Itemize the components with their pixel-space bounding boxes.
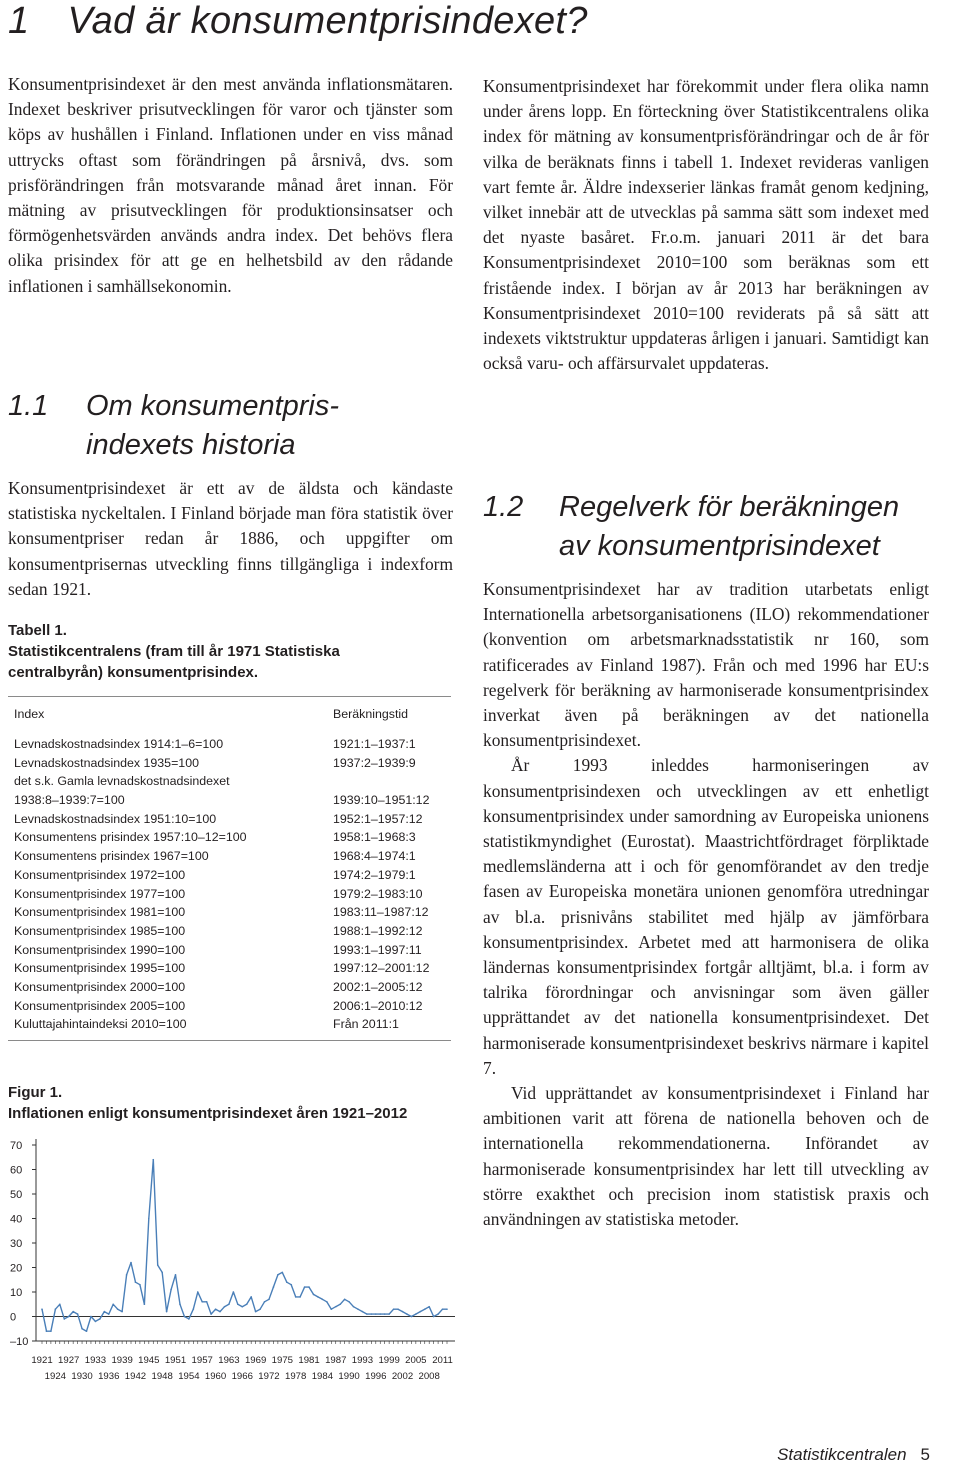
data-point [157, 1264, 159, 1266]
data-point [290, 1284, 292, 1286]
section-number: 1.2 [483, 491, 524, 523]
x-tick-label: 1966 [231, 1371, 253, 1382]
data-point [139, 1284, 141, 1286]
table-row [8, 847, 451, 866]
x-tick-label: 1969 [244, 1355, 267, 1366]
data-point [166, 1311, 168, 1313]
y-tick-label: 0 [10, 1311, 17, 1324]
data-point [322, 1299, 324, 1301]
col-header-period: Beräkningstid [333, 707, 409, 721]
data-point [90, 1316, 92, 1318]
table-row [8, 828, 451, 847]
x-tick-label: 1942 [124, 1371, 147, 1382]
y-tick-label: 70 [10, 1140, 23, 1152]
data-point [313, 1294, 315, 1296]
data-point [50, 1330, 52, 1332]
x-tick-label: 1921 [31, 1355, 53, 1366]
calculation-period: 2006:1–2010:12 [333, 998, 423, 1013]
calculation-period: 1968:4–1974:1 [333, 849, 416, 864]
data-point [224, 1306, 226, 1308]
x-tick-label: 1927 [58, 1355, 80, 1366]
data-point [201, 1301, 203, 1303]
index-table [8, 696, 451, 1041]
x-tick-label: 1972 [258, 1371, 280, 1382]
paragraph-harmonisering: År 1993 inleddes harmoniseringen av konsumentprisindexen och utvecklingen av ett enhetligt konsumentprisindex under samordning av Europeiska unionens statistikmyndighet (Eurostat). Maastrichtfördraget förpliktade medlemsländerna att i och för genomförandet av den tredje fasen av Europeiska monetära unionen genomföra utredningar av bl.a. prisnivåns stabilitet med hjälp av jämförbara konsumentprisindex. Arbetet med att harmonisera de olika ländernas konsumentprisindex fortgår alltjämt, bl.a. i form av talrika förordningar och anvisningar som även gäller upprättandet av det nationella konsumentprisindexet. Det harmoniserade konsumentprisindexet beskrivs närmare i kapitel 7. [483, 755, 929, 1078]
section-title-line2: av konsumentprisindexet [559, 530, 880, 562]
calculation-period: 1983:11–1987:12 [333, 905, 429, 920]
data-point [268, 1299, 270, 1301]
data-point [259, 1308, 261, 1310]
data-point [135, 1281, 137, 1283]
data-point [344, 1299, 346, 1301]
x-tick-label: 1933 [84, 1355, 107, 1366]
table-row [8, 885, 451, 904]
figure-title: Inflationen enligt konsumentprisindexet åren 1921–2012 [8, 1105, 408, 1122]
index-name: 1938:8–1939:7=100 [14, 793, 125, 808]
data-point [362, 1311, 364, 1313]
x-tick-label: 1945 [138, 1355, 160, 1366]
table-row [8, 997, 451, 1016]
data-point [277, 1274, 279, 1276]
data-point [384, 1313, 386, 1315]
data-point [357, 1308, 359, 1310]
data-point [108, 1313, 110, 1315]
data-point [286, 1281, 288, 1283]
data-point [335, 1306, 337, 1308]
section-title-line1: Regelverk för beräkningen [559, 491, 900, 523]
data-point [46, 1330, 48, 1332]
table-row [8, 903, 451, 922]
data-point [215, 1308, 217, 1310]
data-point [197, 1291, 199, 1293]
data-point [304, 1286, 306, 1288]
calculation-period: 1958:1–1968:3 [333, 830, 416, 845]
index-name: Konsumentprisindex 1972=100 [14, 867, 186, 882]
calculation-period: 2002:1–2005:12 [333, 979, 423, 994]
x-tick-label: 2002 [391, 1371, 414, 1382]
x-tick-label: 1975 [271, 1355, 294, 1366]
x-tick-label: 1960 [204, 1371, 227, 1382]
data-point [397, 1308, 399, 1310]
table-row [8, 772, 451, 791]
index-name: Konsumentprisindex 1995=100 [14, 961, 186, 976]
page-number: 5 [920, 1445, 930, 1464]
calculation-period: 1993:1–1997:11 [333, 942, 422, 957]
data-point [411, 1316, 413, 1318]
col-header-index: Index [14, 707, 45, 721]
table-row [8, 866, 451, 885]
y-tick-label: 40 [10, 1213, 23, 1226]
data-point [424, 1308, 426, 1310]
data-point [250, 1296, 252, 1298]
publisher-name: Statistikcentralen [777, 1445, 907, 1464]
table-row [8, 922, 451, 941]
table-row [8, 754, 451, 773]
data-point [228, 1303, 230, 1305]
index-name: Konsumentens prisindex 1957:10–12=100 [14, 830, 247, 845]
section-1-1-heading [8, 387, 453, 467]
data-point [148, 1218, 150, 1220]
data-point [446, 1308, 448, 1310]
inflation-chart [0, 1130, 470, 1385]
data-point [255, 1311, 257, 1313]
table-row [8, 1015, 451, 1034]
table-row [8, 959, 451, 978]
x-tick-label: 2008 [418, 1371, 440, 1382]
data-point [175, 1274, 177, 1276]
index-name: Levnadskostnadsindex 1935=100 [14, 755, 199, 770]
x-tick-label: 1996 [365, 1371, 387, 1382]
calculation-period: 1988:1–1992:12 [333, 923, 423, 938]
data-point [330, 1308, 332, 1310]
table-row [8, 941, 451, 960]
data-point [55, 1308, 57, 1310]
data-point [428, 1306, 430, 1308]
data-point [295, 1296, 297, 1298]
x-tick-label: 1993 [351, 1355, 374, 1366]
data-point [241, 1306, 243, 1308]
data-point [112, 1303, 114, 1305]
x-tick-label: 1963 [218, 1355, 240, 1366]
y-tick-label: –10 [10, 1336, 29, 1348]
y-tick-label: 60 [10, 1164, 23, 1177]
paragraph-finland: Vid upprättandet av konsumentprisindexet i Finland har ambitionen varit att förena de nationella behoven och de internationella rekommendationerna. Införandet av harmoniserade konsumentprisindex har lett till utveckling av större exakthet och precision inom statistisk praxis och användningen av statistiska metoder. [483, 1083, 929, 1230]
data-point [419, 1311, 421, 1313]
calculation-period: 1937:2–1939:9 [333, 755, 416, 770]
section-title-line1: Om konsumentpris- [86, 390, 340, 422]
names-paragraph: Konsumentprisindexet har förekommit under flera olika namn under årens lopp. En förteckning över Statistikcentralens olika index för mätning av konsumentprisförändringar och de år för vilka de beräknats finns i tabell 1. Indexet revideras vanligen vart femte år. Äldre indexserier länkas framåt genom kedjning, vilket innebär att de utvecklas på samma sätt som indexet med det nyaste basåret. Fr.o.m. januari 2011 är det bara Konsumentprisindexet 2010=100 som beräknas som ett fristående index. I början av år 2013 har beräkningen av Konsumentprisindexet 2010=100 reviderats på så sätt att indexets viktstruktur uppdateras årligen i januari. Samtidigt kan också varu- och affärsurvalet uppdateras. [483, 76, 929, 374]
y-tick-label: 50 [10, 1189, 23, 1201]
x-tick-label: 1957 [191, 1355, 213, 1366]
chapter-title: Vad är konsumentprisindexet? [67, 0, 588, 42]
data-point [59, 1303, 61, 1305]
data-point [63, 1318, 65, 1320]
data-point [339, 1303, 341, 1305]
intro-paragraph: Konsumentprisindexet är den mest använda inflationsmätaren. Indexet beskriver prisutvecklingen för varor och tjänster som köps av hushållen i Finland. Inflationen under en viss månad uttrycks oftast som förändringen på årsnivå, dvs. som prisförändringen från motsvarande månad året innan. För mätning av prisutvecklingen för produktionsinsatser och förmögenhetsvärden används andra index. Det behövs flera olika prisindex för att ge en helhetsbild av den rådande inflationen i samhällsekonomin. [8, 74, 453, 296]
calculation-period: 1952:1–1957:12 [333, 811, 423, 826]
x-tick-label: 1954 [178, 1371, 200, 1382]
data-point [126, 1274, 128, 1276]
table-body [8, 735, 451, 1040]
data-point [237, 1303, 239, 1305]
table-row [8, 791, 451, 810]
calculation-period: 1921:1–1937:1 [333, 737, 416, 751]
data-point [210, 1313, 212, 1315]
data-point [95, 1321, 97, 1323]
data-point [375, 1313, 377, 1315]
table-title-line2: centralbyrån) konsumentprisindex. [8, 664, 259, 681]
data-point [233, 1291, 235, 1293]
data-point [282, 1272, 284, 1274]
section-1-2-heading [483, 488, 929, 568]
index-name: Konsumentens prisindex 1967=100 [14, 849, 209, 864]
index-name: Konsumentprisindex 1990=100 [14, 942, 186, 957]
data-point [179, 1303, 181, 1305]
section-number: 1.1 [8, 390, 49, 422]
section-title-line2: indexets historia [86, 429, 296, 461]
calculation-period: 1997:12–2001:12 [333, 961, 430, 976]
x-tick-label: 1984 [311, 1371, 334, 1382]
calculation-period: 1939:10–1951:12 [333, 793, 430, 808]
x-tick-label: 1990 [338, 1371, 360, 1382]
index-name: det s.k. Gamla levnadskostnadsindexet [14, 774, 230, 789]
x-tick-label: 1999 [378, 1355, 400, 1366]
x-tick-label: 2005 [405, 1355, 427, 1366]
x-tick-label: 1951 [164, 1355, 187, 1366]
x-tick-label: 1987 [325, 1355, 347, 1366]
table-row [8, 978, 451, 997]
data-point [152, 1159, 154, 1161]
data-point [188, 1318, 190, 1320]
index-name: Konsumentprisindex 2000=100 [14, 979, 186, 994]
data-point [353, 1306, 355, 1308]
data-point [348, 1301, 350, 1303]
history-paragraph: Konsumentprisindexet är ett av de äldsta och kändaste statistiska nyckeltalen. I Finland började man föra statistik över konsumentpriser redan år 1886, och uppgifter om konsumentprisernas utveckling finns tillgängliga i indexform sedan 1921. [8, 478, 453, 599]
data-point [72, 1311, 74, 1313]
figure-caption [8, 1082, 453, 1124]
data-point [366, 1313, 368, 1315]
y-tick-label: 20 [10, 1262, 23, 1275]
data-point [326, 1301, 328, 1303]
data-point [193, 1308, 195, 1310]
data-point [299, 1296, 301, 1298]
index-name: Kuluttajahintaindeksi 2010=100 [14, 1017, 187, 1032]
paragraph-ilo: Konsumentprisindexet har av tradition utarbetats enligt Internationella arbetsorganisationens (ILO) rekommendationer (konvention om arbetsmarknadsstatistik nr 160, som ratificerades av Finland 1987). Från och med 1996 har EU:s regelverk för beräkning av harmoniserade konsumentprisindex inverkat även på beräkningen av det nationella konsumentprisindexet. [483, 579, 929, 751]
calculation-period: 1974:2–1979:1 [333, 867, 416, 882]
data-point [246, 1303, 248, 1305]
index-name: Levnadskostnadsindex 1914:1–6=100 [14, 737, 224, 751]
regelverk-text [483, 577, 929, 1232]
table-label: Tabell 1. [8, 622, 67, 639]
data-point [437, 1313, 439, 1315]
calculation-period: Från 2011:1 [333, 1017, 399, 1032]
x-tick-label: 1939 [111, 1355, 133, 1366]
data-point [144, 1303, 146, 1305]
data-point [393, 1308, 395, 1310]
data-point [442, 1308, 444, 1310]
inflation-series-line [42, 1160, 447, 1332]
data-point [219, 1311, 221, 1313]
y-tick-label: 10 [10, 1287, 23, 1299]
data-point [41, 1308, 43, 1310]
data-point [68, 1316, 70, 1318]
data-point [308, 1286, 310, 1288]
data-point [161, 1272, 163, 1274]
data-point [77, 1313, 79, 1315]
table-caption [8, 620, 453, 683]
y-tick-label: 30 [10, 1238, 23, 1250]
x-tick-label: 1978 [285, 1371, 307, 1382]
data-point [86, 1330, 88, 1332]
index-name: Konsumentprisindex 1977=100 [14, 886, 186, 901]
calculation-period: 1979:2–1983:10 [333, 886, 423, 901]
table-row [8, 735, 451, 754]
table-row [8, 810, 451, 829]
data-point [81, 1328, 83, 1330]
table-title-line1: Statistikcentralens (fram till år 1971 Statistiska [8, 643, 340, 660]
index-name: Konsumentprisindex 1985=100 [14, 923, 186, 938]
x-tick-label: 1981 [298, 1355, 320, 1366]
data-point [317, 1296, 319, 1298]
data-point [415, 1313, 417, 1315]
data-point [264, 1301, 266, 1303]
index-name: Levnadskostnadsindex 1951:10=100 [14, 811, 217, 826]
figure-label: Figur 1. [8, 1084, 63, 1101]
data-point [406, 1313, 408, 1315]
x-tick-label: 1930 [71, 1371, 93, 1382]
chapter-heading [8, 0, 588, 43]
x-tick-label: 1924 [44, 1371, 67, 1382]
data-point [104, 1311, 106, 1313]
index-name: Konsumentprisindex 2005=100 [14, 998, 186, 1013]
x-tick-label: 2011 [432, 1355, 453, 1366]
data-point [433, 1316, 435, 1318]
x-tick-label: 1936 [98, 1371, 120, 1382]
x-tick-label: 1948 [151, 1371, 173, 1382]
data-point [371, 1313, 373, 1315]
data-point [99, 1318, 101, 1320]
index-name: Konsumentprisindex 1981=100 [14, 905, 186, 920]
chapter-number: 1 [8, 0, 30, 42]
data-point [206, 1301, 208, 1303]
data-point [388, 1313, 390, 1315]
data-point [130, 1262, 132, 1264]
data-point [184, 1316, 186, 1318]
data-point [117, 1308, 119, 1310]
table-header [8, 697, 451, 735]
data-point [273, 1286, 275, 1288]
data-point [170, 1289, 172, 1291]
page-footer [777, 1445, 930, 1465]
data-point [379, 1313, 381, 1315]
data-point [402, 1311, 404, 1313]
data-point [121, 1311, 123, 1313]
